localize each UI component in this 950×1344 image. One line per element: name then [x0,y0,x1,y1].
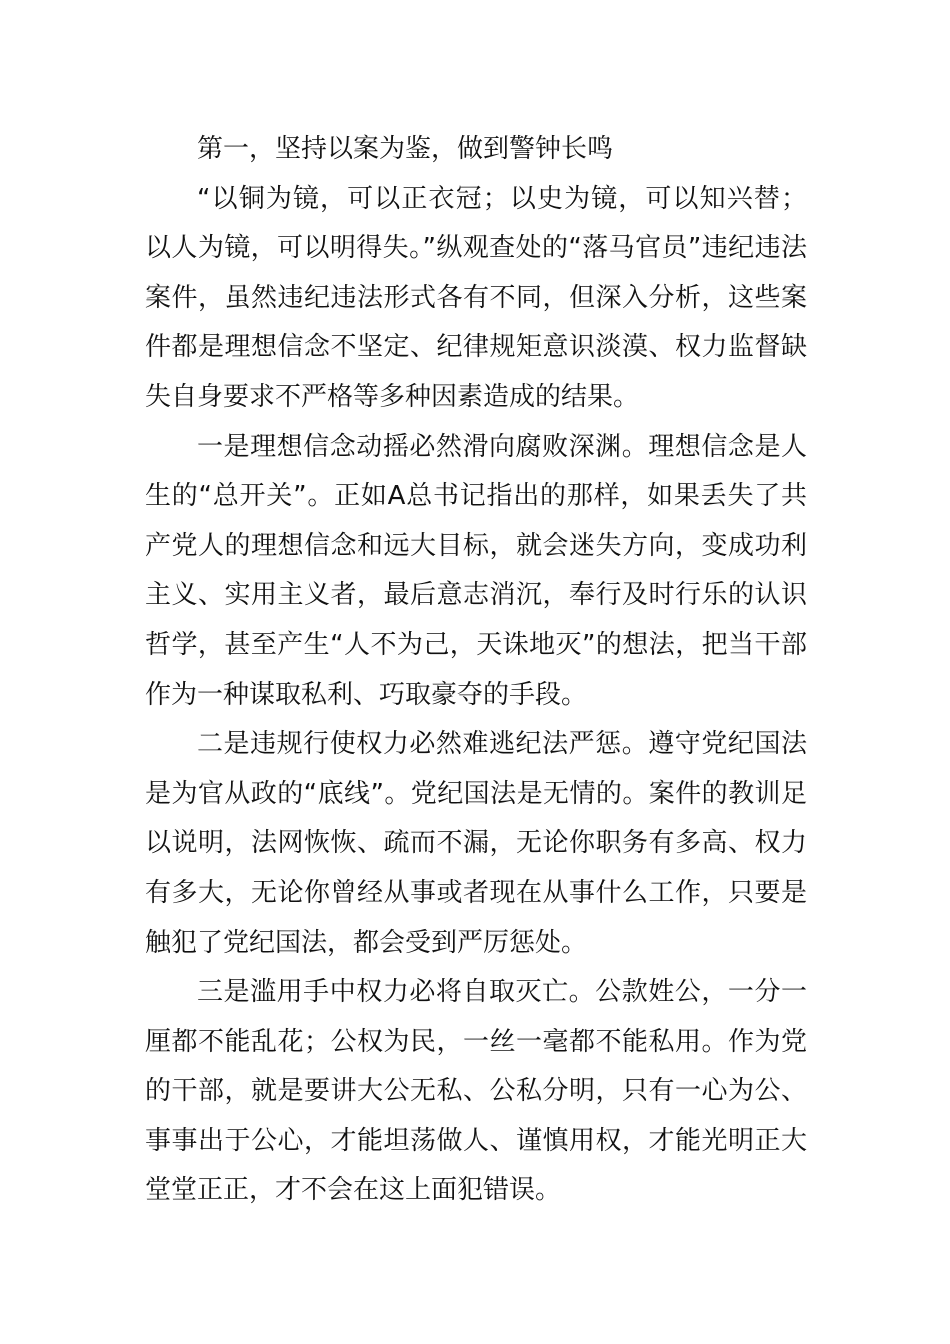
paragraph-point-three: 三是滥用手中权力必将自取灭亡。公款姓公，一分一厘都不能乱花；公权为民，一丝一毫都不能私用。作为党的干部，就是要讲大公无私、公私分明，只有一心为公、事事出于公心，才能坦荡做人、谨慎用权，才能光明正大堂堂正正，才不会在这上面犯错误。 [145,977,807,1206]
paragraph-quote: “以铜为镜，可以正衣冠；以史为镜，可以知兴替；以人为镜，可以明得失。”纵观查处的“落马官员”违纪违法案件，虽然违纪违法形式各有不同，但深入分析，这些案件都是理想信念不坚定、纪律规矩意识淡漠、权力监督缺失自身要求不严格等多种因素造成的结果。 [145,183,807,412]
paragraph-point-two: 二是违规行使权力必然难逃纪法严惩。遵守党纪国法是为官从政的“底线”。党纪国法是无情的。案件的教训足以说明，法网恢恢、疏而不漏，无论你职务有多高、权力有多大，无论你曾经从事或者现在从事什么工作，只要是触犯了党纪国法，都会受到严厉惩处。 [145,729,807,958]
document-body [145,125,807,1216]
section-heading: 第一，坚持以案为鉴，做到警钟长鸣 [197,134,614,164]
paragraph-point-one: 一是理想信念动摇必然滑向腐败深渊。理想信念是人生的“总开关”。正如A总书记指出的那样，如果丢失了共产党人的理想信念和远大目标，就会迷失方向，变成功利主义、实用主义者，最后意志消沉，奉行及时行乐的认识哲学，甚至产生“人不为己，天诛地灭”的想法，把当干部作为一种谋取私利、巧取豪夺的手段。 [145,431,807,710]
